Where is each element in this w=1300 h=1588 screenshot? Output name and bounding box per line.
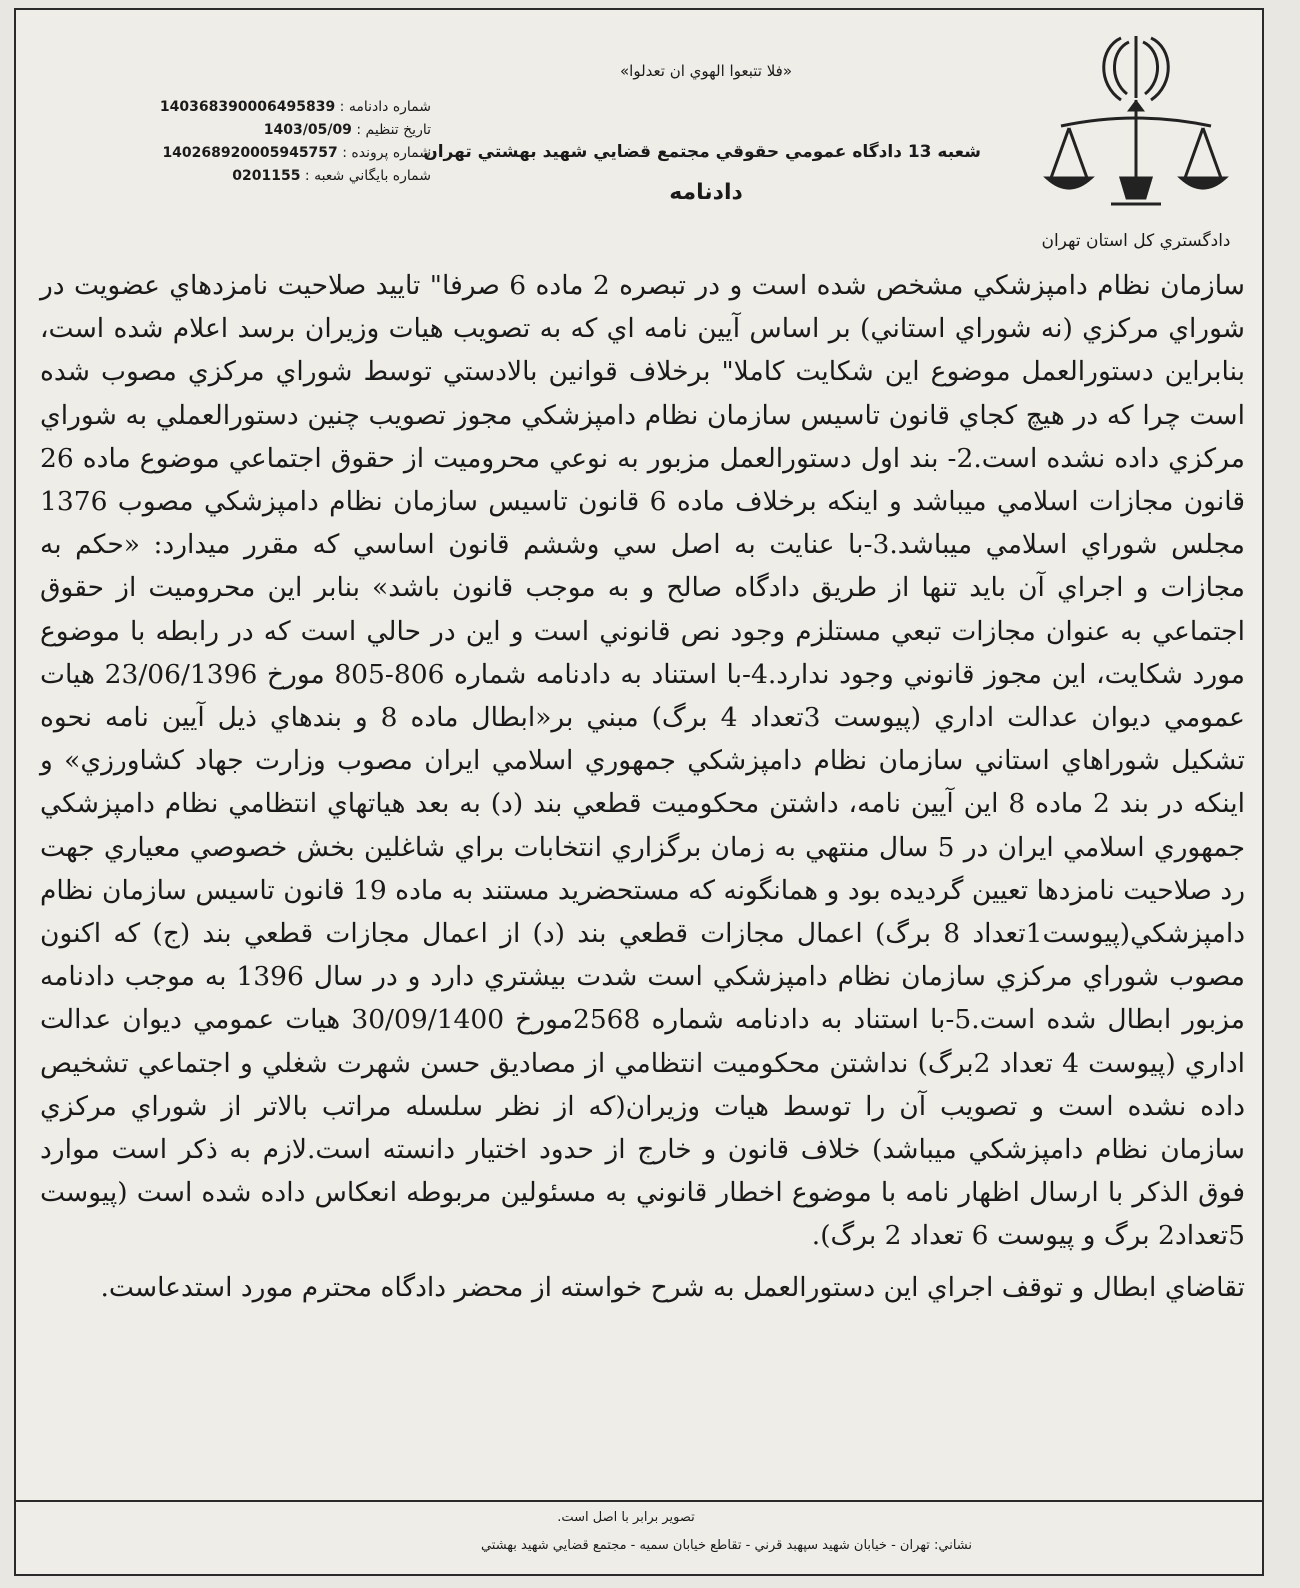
meta-label: شماره پرونده : [342,145,431,161]
meta-value: 140268920005945757 [162,145,338,161]
court-branch: شعبه 13 دادگاه عمومي حقوقي مجتمع قضايي شهيد بهشتي تهران [423,142,981,162]
document-footer [16,1500,1262,1553]
iran-emblem-scales-icon [1041,28,1231,218]
court-address: نشاني: تهران - خيابان شهيد سپهبد قرني - تقاطع خيابان سميه - مجتمع قضايي شهيد بهشتي [480,1538,972,1553]
meta-label: شماره دادنامه : [339,99,431,115]
emblem-block [1036,28,1236,253]
meta-row-verdict-number [111,96,431,119]
body-paragraph-1: سازمان نظام دامپزشكي مشخص شده است و در تبصره 2 ماده 6 صرفا" تاييد صلاحيت نامزدهاي عضويت در شوراي مركزي (نه شوراي استاني) بر اساس آيين نامه اي كه به تصويب هيات وزيران برسد اعلام شده است، بنابراين دستورالعمل موضوع اين شكايت كاملا" برخلاف قوانين بالادستي توسط شوراي مركزي مصوب شده است چرا كه در هيچ كجاي قانون تاسيس سازمان نظام دامپزشكي مجوز تصويب چنين دستورالعملي به شوراي مركزي داده نشده است.2- بند اول دستورالعمل مزبور به نوعي محروميت از حقوق اجتماعي موضوع ماده 26 قانون مجازات اسلامي ميباشد و اينكه برخلاف ماده 6 قانون تاسيس سازمان نظام دامپزشكي مصوب 1376 مجلس شوراي اسلامي ميباشد.3-با عنايت به اصل سي وششم قانون اساسي كه مقرر ميدارد: «حكم به مجازات و اجراي آن بايد تنها از طريق دادگاه صالح و به موجب قانون باشد» بنابر اين محروميت از حقوق اجتماعي به عنوان مجازات تبعي مستلزم وجود نص قانوني است و اين در حالي است كه در رابطه با موضوع مورد شكايت، اين مجوز قانوني وجود ندارد.4-با استناد به دادنامه شماره 806-805 مورخ 23/06/1396 هيات عمومي ديوان عدالت اداري (پيوست 3تعداد 4 برگ) مبني بر«ابطال ماده 8 و بندهاي ذيل آيين نامه نحوه تشكيل شوراهاي استاني سازمان نظام دامپزشكي جمهوري اسلامي ايران مصوب وزارت جهاد كشاورزي» و اينكه در بند 2 ماده 8 اين آيين نامه، داشتن محكوميت قطعي بند (د) به بعد هياتهاي انتظامي نظام دامپزشكي جمهوري اسلامي ايران در 5 سال منتهي به زمان برگزاري انتخابات براي شاغلين بخش خصوصي معياري جهت رد صلاحيت نامزدها تعيين گرديده بود و همانگونه كه مستحضريد مستند به ماده 19 قانون تاسيس سازمان نظام دامپزشكي(پيوست1تعداد 8 برگ) اعمال مجازات قطعي بند (د) از اعمال مجازات قطعي بند (ج) كه اكنون مصوب شوراي مركزي سازمان نظام دامپزشكي است شدت بيشتري دارد و در سال 1396 به موجب دادنامه مزبور ابطال شده است.5-با استناد به دادنامه شماره 2568مورخ 30/09/1400 هيات عمومي ديوان عدالت اداري (پيوست 4 تعداد 2برگ) نداشتن محكوميت انتظامي از مصاديق حسن شهرت شغلي و اجتماعي تشخيص داده نشده است و تصويب آن را توسط هيات وزيران(كه از نظر سلسله مراتب بالاتر از شوراي مركزي سازمان نظام دامپزشكي ميباشد) خلاف قانون و خارج از حدود اختيار دانسته است.لازم به ذكر است موارد فوق الذكر با ارسال اظهار نامه با موضوع اخطار قانوني به مسئولين مربوطه انعكاس داده شده است (پيوست 5تعداد2 برگ و پيوست 6 تعداد 2 برگ). [40,270,1245,1252]
document-header [16,10,1262,265]
organization-name: دادگستري كل استان تهران [1041,231,1231,251]
meta-row-case-number [111,142,431,165]
meta-value: 0201155 [232,168,301,184]
meta-label: شماره بايگاني شعبه : [304,168,431,184]
document-page [14,8,1264,1576]
header-motto: «فلا تتبعوا الهوي ان تعدلوا» [619,62,793,80]
meta-value: 140368390006495839 [159,99,336,115]
document-metadata [111,96,431,188]
meta-label: تاريخ تنظيم : [356,122,431,138]
meta-value: 1403/05/09 [263,122,352,138]
document-body [40,264,1245,1317]
meta-row-date [111,119,431,142]
document-title: دادنامه [669,180,743,205]
meta-row-archive-number [111,165,431,188]
body-paragraph-2: تقاضاي ابطال و توقف اجراي اين دستورالعمل به شرح خواسته از محضر دادگاه محترم مورد استدعاست. [100,1271,1245,1303]
certification-note: تصوير برابر با اصل است. [557,1510,695,1525]
